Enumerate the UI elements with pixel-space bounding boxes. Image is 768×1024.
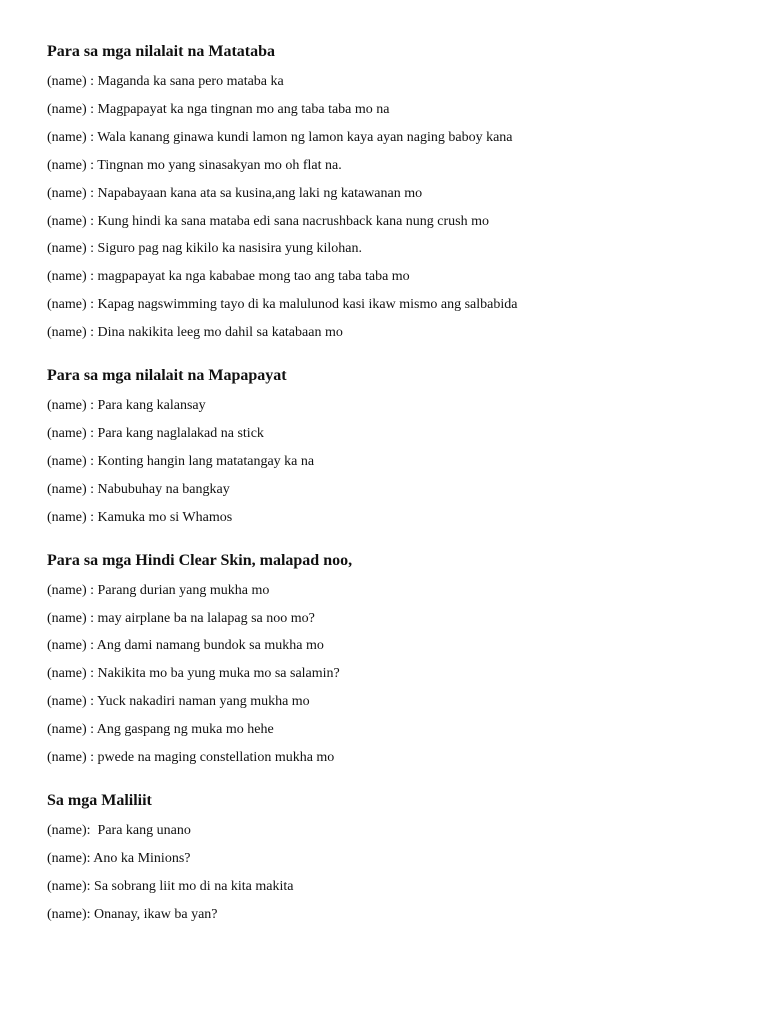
document-page xyxy=(47,40,737,929)
insult-line xyxy=(47,845,737,873)
speaker-placeholder: (name) : xyxy=(47,157,98,173)
insult-line xyxy=(47,392,737,420)
insult-line xyxy=(47,263,737,291)
speaker-placeholder: (name) : xyxy=(47,241,98,257)
line-text: Para kang naglalakad na stick xyxy=(97,425,264,441)
insult-line xyxy=(47,817,737,845)
line-text: may airplane ba na lalapag sa noo mo? xyxy=(97,610,315,626)
insult-line xyxy=(47,476,737,504)
line-text: Para kang kalansay xyxy=(97,398,206,414)
speaker-placeholder: (name): xyxy=(47,850,94,866)
insult-line xyxy=(47,319,737,347)
section xyxy=(47,549,737,772)
insult-line xyxy=(47,660,737,688)
line-text: Para kang unano xyxy=(97,822,191,838)
line-text: Ano ka Minions? xyxy=(93,850,191,866)
speaker-placeholder: (name) : xyxy=(47,101,98,117)
insult-line xyxy=(47,688,737,716)
speaker-placeholder: (name) : xyxy=(47,74,98,89)
insult-line xyxy=(47,68,737,96)
speaker-placeholder: (name) : xyxy=(47,638,97,654)
insult-line xyxy=(47,504,737,532)
line-text: Napabayaan kana ata sa kusina,ang laki ng katawanan mo xyxy=(97,185,423,201)
speaker-placeholder: (name) : xyxy=(47,509,98,525)
insult-line xyxy=(47,208,737,236)
speaker-placeholder: (name) : xyxy=(47,325,98,341)
insult-line xyxy=(47,605,737,633)
line-text: Nakikita mo ba yung muka mo sa salamin? xyxy=(97,666,340,682)
insult-line xyxy=(47,873,737,901)
speaker-placeholder: (name): xyxy=(47,822,98,838)
insult-line xyxy=(47,448,737,476)
insult-line xyxy=(47,152,737,180)
section-heading: Para sa mga nilalait na Mapapayat xyxy=(47,367,287,385)
line-text: Kapag nagswimming tayo di ka malulunod kasi ikaw mismo ang salbabida xyxy=(97,297,518,313)
line-text: Magpapayat ka nga tingnan mo ang taba taba mo na xyxy=(97,101,390,117)
speaker-placeholder: (name) : xyxy=(47,610,98,626)
speaker-placeholder: (name) : xyxy=(47,582,98,598)
line-text: Ang dami namang bundok sa mukha mo xyxy=(96,638,324,654)
line-text: Onanay, ikaw ba yan? xyxy=(94,906,218,922)
line-text: Dina nakikita leeg mo dahil sa katabaan mo xyxy=(97,325,343,341)
speaker-placeholder: (name): xyxy=(47,878,95,894)
speaker-placeholder: (name) : xyxy=(47,481,98,497)
line-text: Sa sobrang liit mo di na kita makita xyxy=(94,878,294,894)
line-text: magpapayat ka nga kababae mong tao ang taba taba mo xyxy=(97,269,410,285)
speaker-placeholder: (name) : xyxy=(47,750,98,766)
speaker-placeholder: (name) : xyxy=(47,213,98,229)
line-text: Tingnan mo yang sinasakyan mo oh flat na. xyxy=(97,157,342,173)
section-heading: Sa mga Maliliit xyxy=(47,791,152,809)
speaker-placeholder: (name) : xyxy=(47,297,98,313)
speaker-placeholder: (name) : xyxy=(47,666,98,682)
line-text: Wala kanang ginawa kundi lamon ng lamon kaya ayan naging baboy kana xyxy=(97,129,513,145)
speaker-placeholder: (name) : xyxy=(47,129,98,145)
speaker-placeholder: (name): xyxy=(47,906,95,922)
insult-line xyxy=(47,235,737,263)
insult-line xyxy=(47,180,737,208)
section-heading: Para sa mga Hindi Clear Skin, malapad noo, xyxy=(47,551,353,569)
section xyxy=(47,789,737,929)
insult-line xyxy=(47,124,737,152)
section-heading: Para sa mga nilalait na Matataba xyxy=(47,43,275,60)
section xyxy=(47,40,737,347)
line-text: Kamuka mo si Whamos xyxy=(97,509,233,525)
line-text: Ang gaspang ng muka mo hehe xyxy=(96,722,274,738)
insult-line xyxy=(47,744,737,772)
insult-line xyxy=(47,716,737,744)
line-text: Kung hindi ka sana mataba edi sana nacrushback kana nung crush mo xyxy=(97,213,490,229)
insult-line xyxy=(47,291,737,319)
line-text: Konting hangin lang matatangay ka na xyxy=(97,453,315,469)
line-text: Nabubuhay na bangkay xyxy=(97,481,230,497)
insult-line xyxy=(47,420,737,448)
speaker-placeholder: (name) : xyxy=(47,398,98,414)
speaker-placeholder: (name) : xyxy=(47,269,98,285)
line-text: Yuck nakadiri naman yang mukha mo xyxy=(97,694,310,710)
insult-line xyxy=(47,901,737,929)
insult-line xyxy=(47,96,737,124)
line-text: pwede na maging constellation mukha mo xyxy=(97,750,335,766)
insult-line xyxy=(47,632,737,660)
section xyxy=(47,364,737,532)
speaker-placeholder: (name) : xyxy=(47,185,98,201)
speaker-placeholder: (name) : xyxy=(47,453,98,469)
line-text: Siguro pag nag kikilo ka nasisira yung kilohan. xyxy=(97,241,362,257)
speaker-placeholder: (name) : xyxy=(47,694,98,710)
line-text: Parang durian yang mukha mo xyxy=(97,582,270,598)
speaker-placeholder: (name) : xyxy=(47,425,98,441)
line-text: Maganda ka sana pero mataba ka xyxy=(97,74,284,89)
speaker-placeholder: (name) : xyxy=(47,722,97,738)
insult-line xyxy=(47,577,737,605)
